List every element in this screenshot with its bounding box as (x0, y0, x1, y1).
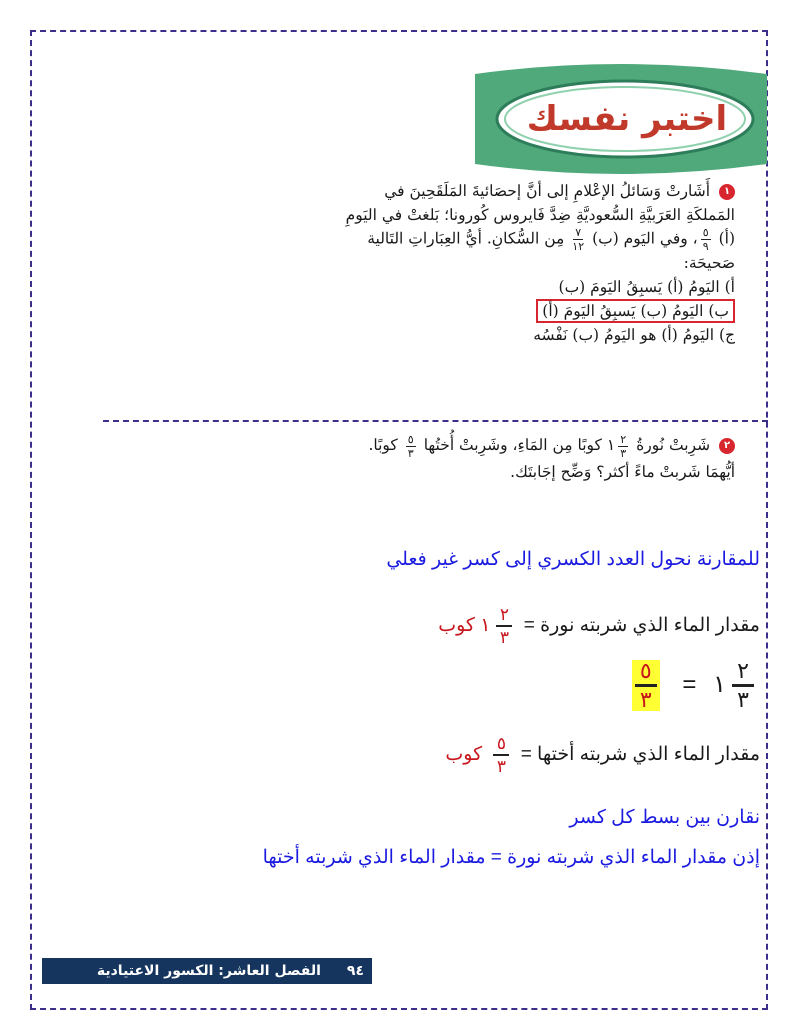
answer-line-5: نقارن بين بسط كل كسر (569, 807, 760, 828)
section-banner (475, 64, 767, 174)
question-1 (345, 180, 735, 347)
fraction-denominator: ٣ (496, 757, 506, 776)
fraction-numerator: ٥ (639, 658, 652, 683)
fraction-denominator: ١٢ (572, 240, 585, 253)
fraction-denominator: ٣ (620, 446, 627, 460)
fraction-denominator: ٩ (702, 240, 709, 253)
fraction-denominator: ٣ (737, 687, 749, 712)
question-2-part1: شَرِبتْ نُورةُ (636, 436, 711, 454)
answer-line-3-equals: = (682, 670, 697, 698)
answer-line-3 (626, 660, 760, 711)
answer-line-1: للمقارنة نحول العدد الكسري إلى كسر غير فعلي (386, 549, 760, 570)
answer-line-2-whole: ١ (480, 615, 491, 637)
fraction-numerator: ٥ (407, 432, 414, 446)
question-1-mid: ، وفي اليَوم (ب) (592, 229, 698, 248)
answer-line-4-fraction (493, 735, 509, 775)
fraction-sister (406, 434, 416, 459)
banner-title: اختبر نفسك (526, 99, 728, 139)
fraction-numerator: ٧ (575, 226, 582, 239)
mixed-whole: ١ (606, 436, 616, 454)
fraction-noura (618, 434, 628, 459)
answer-line-2-fraction (496, 606, 512, 646)
answer-line-2 (438, 606, 760, 646)
answer-line-6: إذن مقدار الماء الذي شربته نورة = مقدار الماء الذي شربته أختها (262, 847, 760, 868)
fraction-numerator: ٥ (702, 226, 709, 239)
fraction-day-b (572, 227, 584, 252)
question-1-tail: مِن السُّكانِ. أيُّ العِبَاراتِ التَالية صَحيحَة: (367, 229, 735, 272)
answer-line-3-fraction (732, 660, 754, 711)
option-b-selected: ب) اليَومُ (ب) يَسبِقُ اليَومَ (أ) (536, 299, 735, 323)
fraction-denominator: ٣ (499, 628, 510, 647)
fraction-numerator: ٢ (499, 605, 510, 624)
fraction-numerator: ٥ (496, 734, 506, 753)
answer-line-3-whole: ١ (713, 670, 726, 698)
question-2-number: ٢ (719, 438, 735, 454)
page-footer (42, 958, 372, 984)
page-number: ٩٤ (346, 963, 364, 979)
answer-line-4-text: مقدار الماء الذي شربته أختها = (520, 744, 760, 766)
answer-line-3-result (632, 660, 660, 711)
question-2-part2: كوبًا مِن المَاءِ، وشَرِبتْ أُختُها (423, 436, 602, 454)
option-a: أ) اليَومُ (أ) يَسبِقُ اليَومَ (ب) (558, 277, 735, 296)
fraction-day-a (701, 227, 711, 252)
fraction-numerator: ٢ (620, 432, 627, 446)
answer-line-2-text: مقدار الماء الذي شربته نورة = (523, 615, 760, 637)
fraction-denominator: ٣ (407, 446, 414, 460)
option-c: ج) اليَومُ (أ) هو اليَومُ (ب) نَفْسُه (533, 325, 735, 344)
answer-line-4 (445, 735, 760, 775)
fraction-denominator: ٣ (639, 687, 652, 712)
section-divider (103, 420, 768, 422)
question-2 (345, 432, 735, 485)
answer-line-4-unit: كوب (445, 744, 483, 766)
chapter-title: الفصل العاشر: الكسور الاعتيادية (96, 963, 321, 979)
fraction-numerator: ٢ (737, 658, 749, 683)
question-1-number: ١ (719, 184, 735, 200)
question-2-part3: كوبًا. أيُّهمَا شَربتْ ماءً أكثر؟ وَضِّح إجَابتَك. (368, 436, 735, 481)
question-1-intro: أَشَارتْ وَسَائلُ الإعْلامِ إلى أنَّ إحصَائيةَ المَلَقَحِينَ في المَملكَةِ العَرَبيَّةِ السُّعوديَّةِ ضِدَّ فَايروس كُورونا؛ بَلغتْ في اليَومِ (أ) (345, 182, 735, 248)
answer-line-2-unit: كوب (438, 615, 475, 637)
